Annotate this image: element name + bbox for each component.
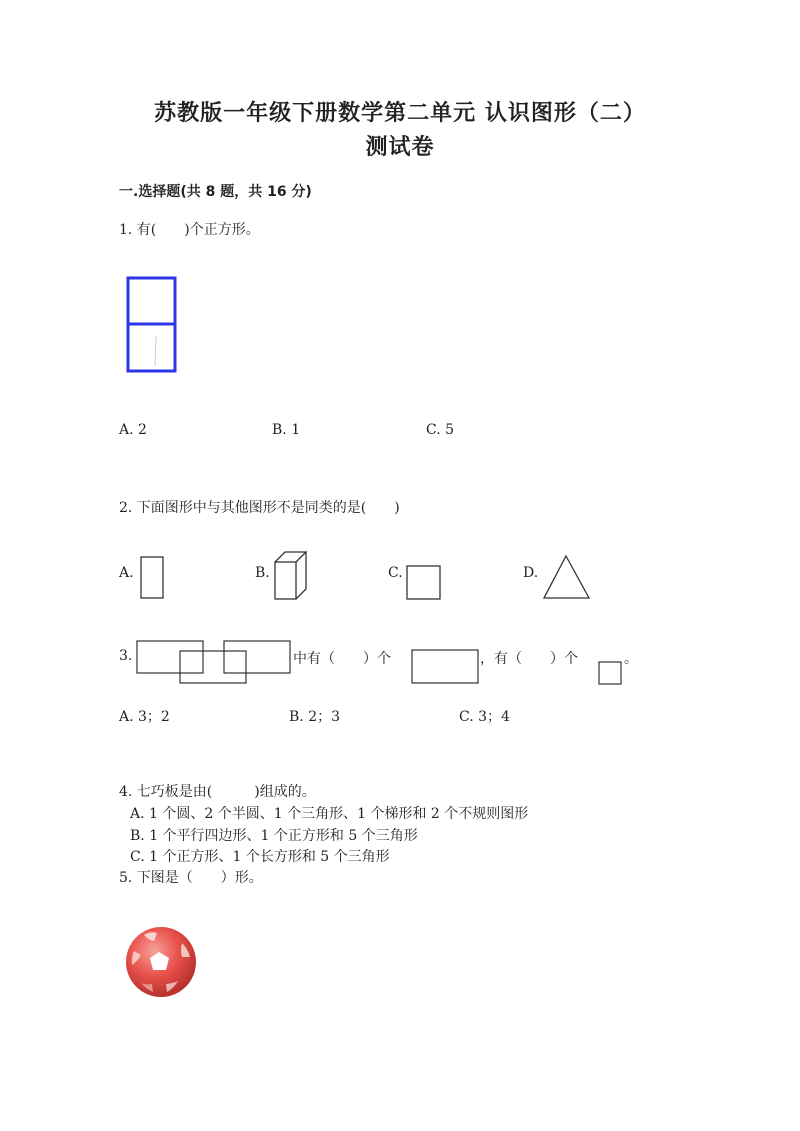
- page-subtitle: 测试卷: [365, 134, 435, 160]
- tall-rectangle-shape: [140, 556, 166, 601]
- question-3-text-2: ，有（ ）个: [480, 651, 578, 667]
- question-1-text: 1. 有( )个正方形。: [119, 222, 260, 238]
- question-3-text-1: 中有（ ）个: [293, 651, 391, 667]
- question-3-option-b[interactable]: B. 2；3: [289, 709, 341, 725]
- question-4-option-c[interactable]: C. 1 个正方形、1 个长方形和 5 个三角形: [130, 849, 390, 865]
- question-2-option-a[interactable]: A.: [119, 565, 134, 581]
- question-5-text: 5. 下图是（ ）形。: [119, 870, 263, 886]
- question-3-option-c[interactable]: C. 3；4: [459, 709, 510, 725]
- question-1-figure: [126, 276, 178, 372]
- question-1-option-c[interactable]: C. 5: [426, 422, 455, 438]
- soccer-ball-image: [124, 925, 200, 999]
- overlapping-rectangles-figure: [136, 640, 294, 686]
- question-4-text: 4. 七巧板是由( )组成的。: [119, 784, 316, 800]
- question-2-option-c[interactable]: C.: [388, 565, 403, 581]
- question-4-option-b[interactable]: B. 1 个平行四边形、1 个正方形和 5 个三角形: [130, 828, 418, 844]
- page-title: 苏教版一年级下册数学第二单元 认识图形（二）: [154, 100, 646, 126]
- faint-line: [155, 336, 156, 366]
- question-2-option-b[interactable]: B.: [255, 565, 270, 581]
- square-icon: [598, 661, 624, 686]
- question-4-option-a[interactable]: A. 1 个圆、2 个半圆、1 个三角形、1 个梯形和 2 个不规则图形: [130, 806, 529, 822]
- question-2-option-d[interactable]: D.: [523, 565, 539, 581]
- question-3-prefix: 3.: [119, 648, 133, 664]
- triangle-shape: [542, 554, 592, 602]
- question-1-option-a[interactable]: A. 2: [119, 422, 147, 438]
- question-1-option-b[interactable]: B. 1: [272, 422, 301, 438]
- rectangle-icon: [411, 649, 481, 686]
- question-3-option-a[interactable]: A. 3；2: [119, 709, 170, 725]
- section-heading: 一.选择题(共 8 题，共 16 分): [119, 184, 312, 200]
- square-shape: [406, 565, 444, 602]
- question-2-text: 2. 下面图形中与其他图形不是同类的是( ): [119, 500, 400, 516]
- cuboid-shape: [273, 550, 309, 602]
- question-3-end: 。: [624, 651, 638, 667]
